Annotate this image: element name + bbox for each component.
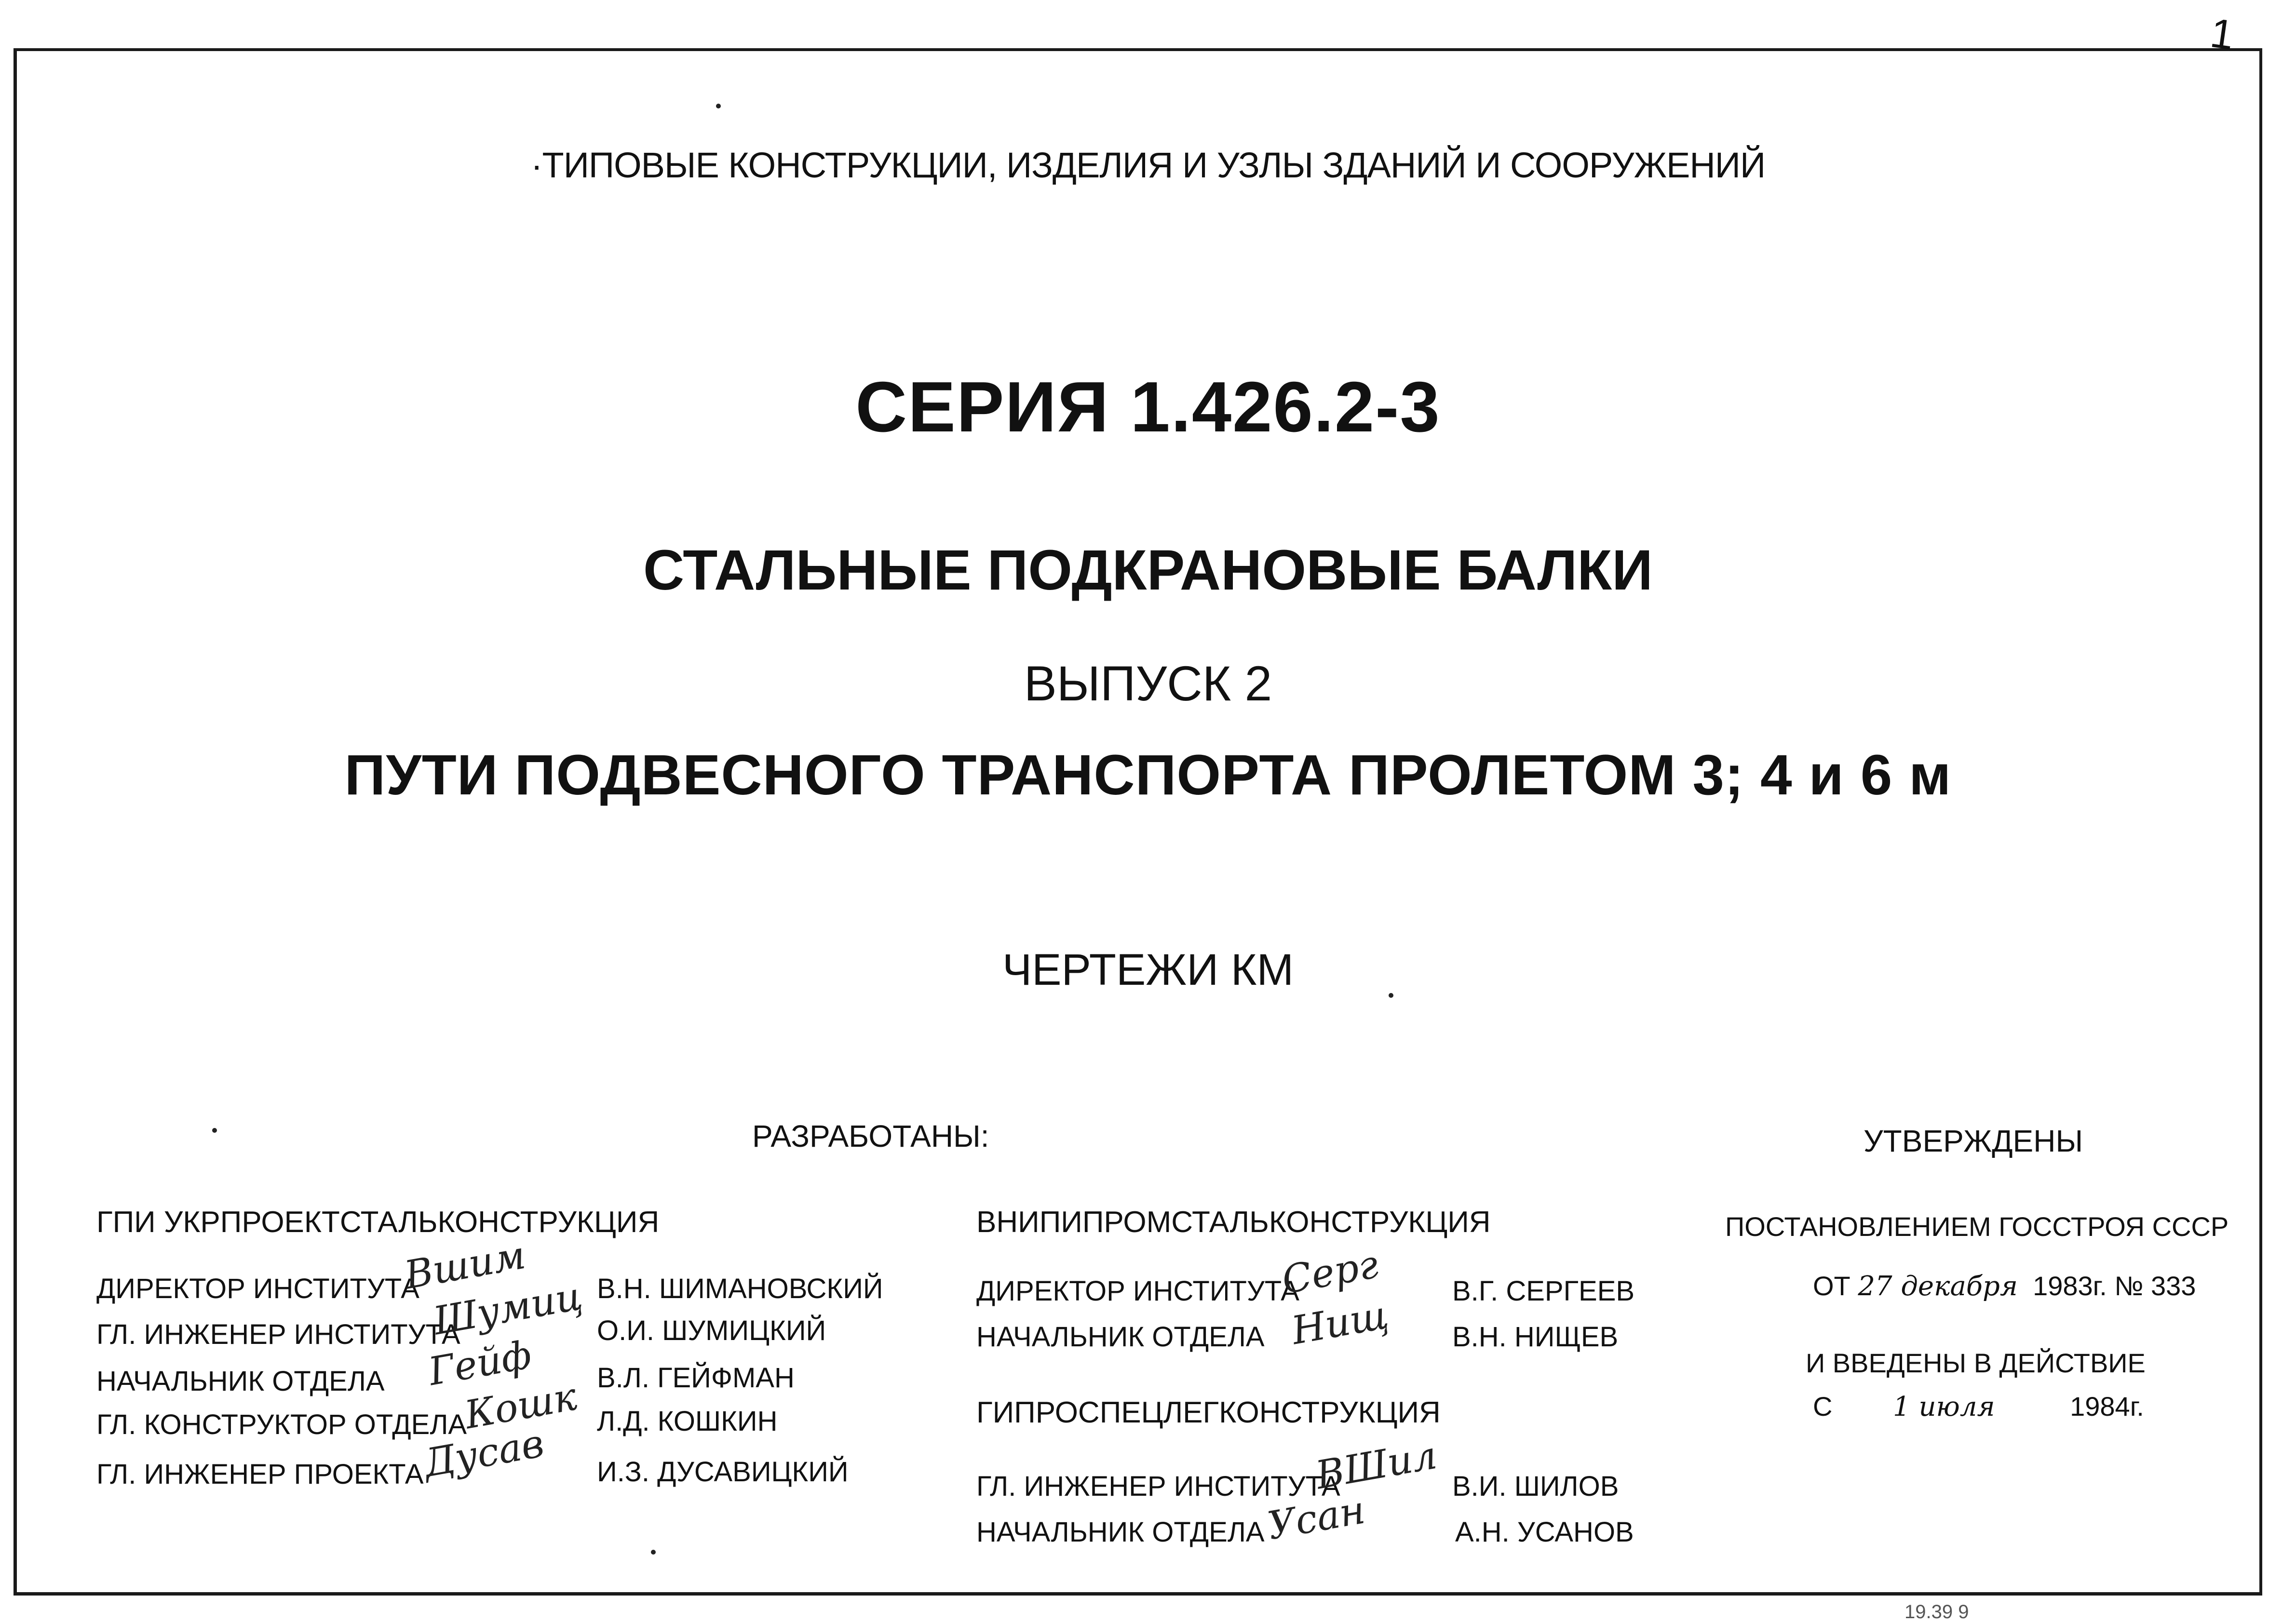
footer-code: 19.39 9 xyxy=(1904,1601,1969,1623)
org2-person-2: В.Н. НИЩЕВ xyxy=(1452,1321,1619,1353)
signature: Вшим xyxy=(401,1232,529,1298)
effective-date xyxy=(1813,1391,2144,1422)
date-year: 1983г. xyxy=(2033,1271,2107,1301)
org3-role-1: ГЛ. ИНЖЕНЕР ИНСТИТУТА xyxy=(976,1471,1340,1502)
org1-role-5: ГЛ. ИНЖЕНЕР ПРОЕКТА xyxy=(96,1459,424,1490)
effective-year: 1984г. xyxy=(2070,1391,2144,1422)
approved-heading: УТВЕРЖДЕНЫ xyxy=(1864,1124,2083,1158)
org1-person-4: Л.Д. КОШКИН xyxy=(597,1406,778,1437)
signature: Нищ xyxy=(1288,1292,1392,1354)
signature: Усан xyxy=(1264,1487,1369,1549)
org3-person-1: В.И. ШИЛОВ xyxy=(1452,1471,1619,1502)
scan-speck xyxy=(1389,993,1393,998)
approval-date xyxy=(1813,1270,2196,1302)
org2-role-2: НАЧАЛЬНИК ОТДЕЛА xyxy=(976,1321,1265,1353)
signature: Шумиц xyxy=(430,1273,586,1344)
org1-name: ГПИ УКРПРОЕКТСТАЛЬКОНСТРУКЦИЯ xyxy=(96,1206,660,1239)
top-title: ·ТИПОВЫЕ КОНСТРУКЦИИ, ИЗДЕЛИЯ И УЗЛЫ ЗДАНИЙ И СООРУЖЕНИЙ xyxy=(530,145,1766,185)
developed-heading: РАЗРАБОТАНЫ: xyxy=(752,1119,989,1154)
org1-role-2: ГЛ. ИНЖЕНЕР ИНСТИТУТА xyxy=(96,1319,460,1350)
signature: Дусав xyxy=(420,1421,547,1486)
effective-from: С xyxy=(1813,1391,1833,1422)
org1-person-2: О.И. ШУМИЦКИЙ xyxy=(597,1315,826,1346)
org2-name: ВНИПИПРОМСТАЛЬКОНСТРУКЦИЯ xyxy=(976,1206,1491,1239)
org3-role-2: НАЧАЛЬНИК ОТДЕЛА xyxy=(976,1516,1265,1548)
signature: Кошк xyxy=(461,1374,581,1438)
date-prefix: ОТ xyxy=(1813,1271,1850,1301)
sheet-number: 1 xyxy=(2207,10,2237,59)
date-day-month: 27 декабря xyxy=(1858,1271,2018,1302)
org1-person-5: И.З. ДУСАВИЦКИЙ xyxy=(597,1456,849,1488)
org2-role-1: ДИРЕКТОР ИНСТИТУТА xyxy=(976,1275,1299,1307)
org1-person-1: В.Н. ШИМАНОВСКИЙ xyxy=(597,1273,883,1304)
scan-speck xyxy=(651,1550,656,1555)
org1-role-1: ДИРЕКТОР ИНСТИТУТА xyxy=(96,1273,419,1304)
org3-person-2: А.Н. УСАНОВ xyxy=(1455,1516,1634,1548)
effective-label: И ВВЕДЕНЫ В ДЕЙСТВИЕ xyxy=(1806,1348,2146,1378)
scan-speck xyxy=(212,1128,217,1133)
signature: Гейф xyxy=(425,1332,535,1395)
org1-person-3: В.Л. ГЕЙФМАН xyxy=(597,1362,795,1394)
org3-name: ГИПРОСПЕЦЛЕГКОНСТРУКЦИЯ xyxy=(976,1396,1441,1429)
signature: Серг xyxy=(1278,1241,1382,1303)
signature: ВШил xyxy=(1312,1432,1440,1498)
effective-day-month: 1 июля xyxy=(1893,1391,1995,1422)
issue-label: ВЫПУСК 2 xyxy=(1024,656,1272,711)
document-subtitle: ПУТИ ПОДВЕСНОГО ТРАНСПОРТА ПРОЛЕТОМ 3; 4 и 6 м xyxy=(344,743,1952,807)
decree-number: № 333 xyxy=(2114,1271,2196,1301)
org1-role-4: ГЛ. КОНСТРУКТОР ОТДЕЛА xyxy=(96,1409,467,1440)
org1-role-3: НАЧАЛЬНИК ОТДЕЛА xyxy=(96,1366,385,1397)
series-number: СЕРИЯ 1.426.2-3 xyxy=(855,367,1441,447)
scan-speck xyxy=(716,104,721,108)
drawings-label: ЧЕРТЕЖИ КМ xyxy=(1002,945,1294,994)
org2-person-1: В.Г. СЕРГЕЕВ xyxy=(1452,1275,1635,1307)
document-title: СТАЛЬНЫЕ ПОДКРАНОВЫЕ БАЛКИ xyxy=(643,538,1653,602)
approval-decree: ПОСТАНОВЛЕНИЕМ ГОССТРОЯ СССР xyxy=(1725,1211,2229,1242)
